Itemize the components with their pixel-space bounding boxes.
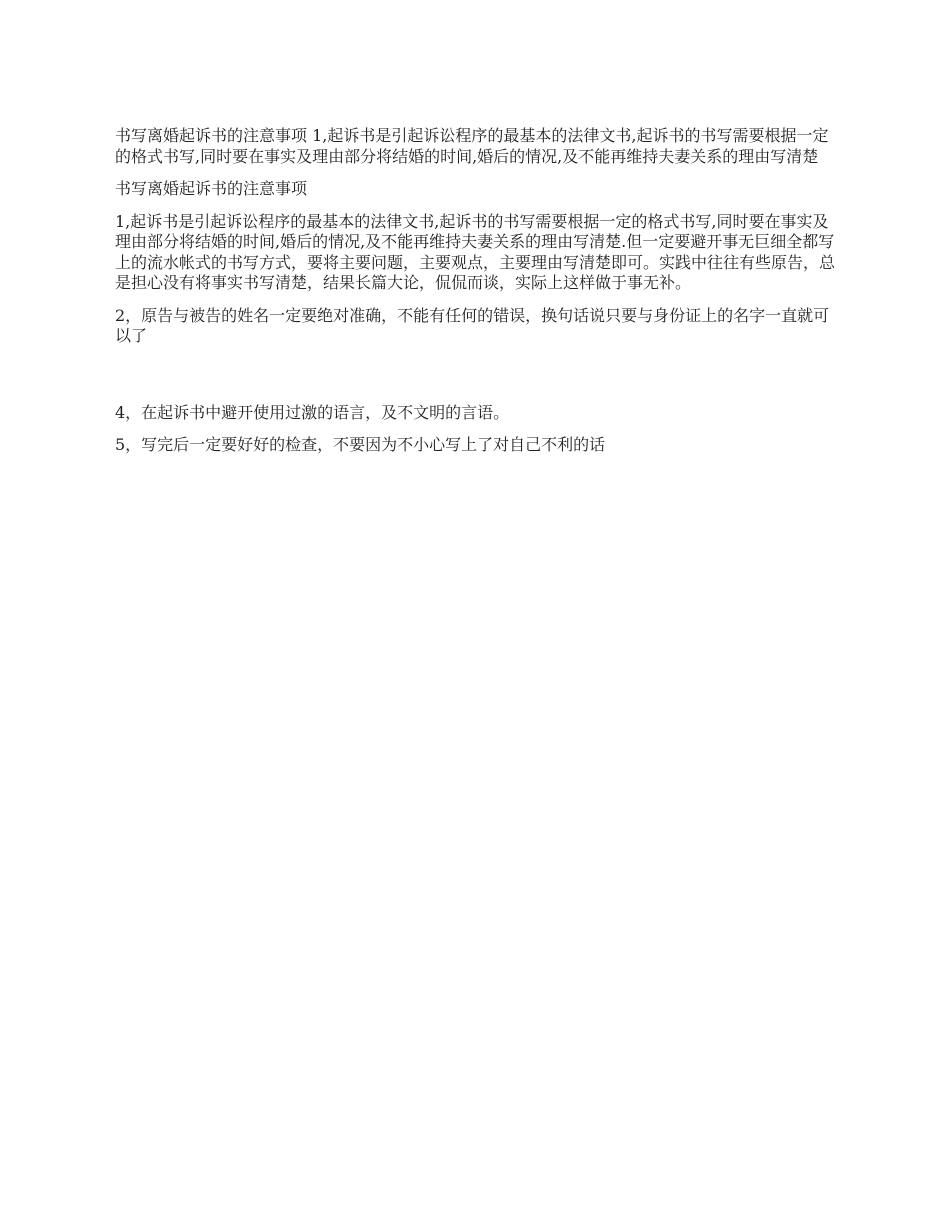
blank-gap bbox=[115, 359, 840, 403]
list-item: 1,起诉书是引起诉讼程序的最基本的法律文书,起诉书的书写需要根据一定的格式书写,同时要在事实及理由部分将结婚的时间,婚后的情况,及不能再维持夫妻关系的理由写清楚.但一定要避开事无巨细全都写上的流水帐式的书写方式，要将主要问题，主要观点，主要理由写清楚即可。实践中往往有些原告，总是担心没有将事实书写清楚，结果长篇大论，侃侃而谈，实际上这样做于事无补。 bbox=[115, 211, 836, 292]
list-item: 4，在起诉书中避开使用过激的语言，及不文明的言语。 bbox=[115, 402, 510, 422]
list-item: 5，写完后一定要好好的检查，不要因为不小心写上了对自己不利的话 bbox=[115, 435, 606, 454]
summary-paragraph: 书写离婚起诉书的注意事项 1,起诉书是引起诉讼程序的最基本的法律文书,起诉书的书写需要根据一定的格式书写,同时要在事实及理由部分将结婚的时间,婚后的情况,及不能再维持夫妻关系的理由写清楚 bbox=[115, 126, 829, 166]
document-body bbox=[115, 126, 840, 468]
section-heading: 书写离婚起诉书的注意事项 bbox=[115, 179, 308, 198]
list-item: 2，原告与被告的姓名一定要绝对准确，不能有任何的错误，换句话说只要与身份证上的名字一直就可以了 bbox=[115, 305, 830, 345]
